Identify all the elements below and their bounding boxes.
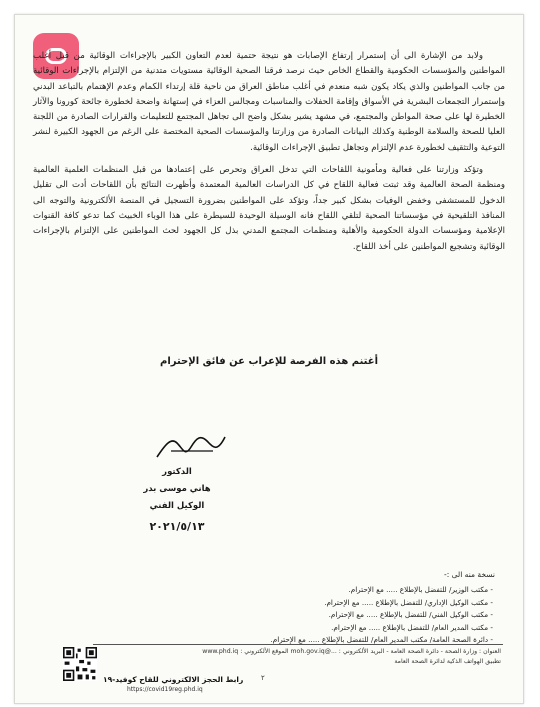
paragraph-2: وتؤكد وزارتنا على فعالية ومأمونية اللقاحات التي تدخل العراق وتحرص على إعتمادها من قبل المنظمات العلمية العالمية ومنظمة الصحة العالمية وقد ثبتت فعالية اللقاح في كل الدراسات العالمية المعتمدة وأظهرت النتائج بأن اللقاحات أدت الى تقليل الدخول للمستشفى وخفض الوفيات بشكل كبير جداً، وتؤكد على المواطنين بضرورة التسجيل في المنصة الألكترونية والتوجه الى المنافذ التلقيحية في مؤسساتنا الصحية لتلقي اللقاح فانه الوسيلة الوحيدة للسيطرة على هذا الوباء الخبيث كما تدعو كافة القنوات الإعلامية ومؤسسات الدولة الحكومية والأهلية ومنظمات المجتمع المدني بذل كل الجهود لحث المواطنين على الإلتزام بالإجراءات الوقائية وتشجيع المواطنين على أخذ اللقاح. bbox=[33, 165, 505, 252]
signatory-title: الدكتور bbox=[162, 467, 192, 477]
page-number: ٢ bbox=[261, 674, 265, 682]
copy-recipient: - مكتب المدير العام/ للتفضل بالإطلاع ..... مع الإحترام. bbox=[331, 622, 493, 632]
qr-caption: رابط الحجز الالكتروني للقاح كوفيد-١٩ bbox=[103, 675, 244, 684]
signatory-position: الوكيل الفني bbox=[149, 501, 205, 511]
closing-line: أغتنم هذه الفرصة للإعراب عن فائق الإحترام bbox=[159, 356, 378, 367]
copies-title: نسخة منه الى :- bbox=[444, 570, 495, 579]
footer-divider bbox=[93, 644, 503, 645]
copies-list bbox=[270, 584, 493, 647]
letter-body bbox=[33, 49, 505, 262]
copy-recipient: - مكتب الوكيل الإداري/ للتفضل بالإطلاع ..... مع الإحترام. bbox=[324, 597, 493, 607]
paragraph-1: ولابد من الإشارة الى أن إستمرار إرتفاع الإصابات هو نتيجة حتمية لعدم التعاون الكبير بالإجراءات الوقائية من قبل أغلب المواطنين والمؤسسات الحكومية والقطاع الخاص حيث نرصد فرقنا الصحية الوقائية مستويات متدنية من الإلتزام بالإجراءات الوقائية من جانب المواطنين والذي يكاد يكون شبه منعدم في أغلب مناطق العراق من ناحية قلة إرتداء الكمام وعدم الإهتمام بالتباعد البدني وإستمرار التجمعات البشرية في الأسواق وإقامة الحفلات والمناسبات ومجالس العزاء في إستهانة واضحة لخطورة جائحة كورونا والآثار الخطيرة لها على صحة المواطن والمجتمع، في مشهد يشير بشكل واضح الى تجاهل المجتمع للتعليمات والقرارات الصادرة من اللجنة العليا للصحة والسلامة الوطنية وكذلك البيانات الصادرة من وزارتنا والمؤسسات الصحية المختصة على الرغم من الجهود الكبيرة لنشر التوعية والتثقيف لخطورة عدم الإلتزام وتجاهل تطبيق الإجراءات الوقائية. bbox=[33, 51, 505, 153]
footer-address: العنوان : وزارة الصحة - دائرة الصحة العامة - البريد الألكتروني : ...@moh.gov.iq الموقع الألكتروني : www.phd.iq bbox=[202, 648, 501, 655]
signatory-name: هاني موسى بدر bbox=[143, 484, 211, 494]
copy-recipient: - مكتب الوزير/ للتفضل بالإطلاع ..... مع الإحترام. bbox=[348, 585, 493, 594]
qr-url[interactable]: https://covid19reg.phd.iq bbox=[127, 686, 203, 693]
qr-code-icon[interactable] bbox=[63, 647, 97, 681]
document-page bbox=[14, 14, 524, 704]
copy-recipient: - دائرة الصحة العامة/ مكتب المدير العام/ للتفضل بالإطلاع ..... مع الإحترام. bbox=[270, 635, 493, 644]
footer-app-note: تطبيق الهواتف الذكية لدائرة الصحة العامة bbox=[394, 658, 501, 665]
copy-recipient: - مكتب الوكيل الفني/ للتفضل بالإطلاع ..... مع الإحترام. bbox=[328, 610, 493, 619]
handwritten-signature bbox=[151, 427, 231, 467]
signature-date: ٢٠٢١/٥/١٣ bbox=[149, 520, 205, 533]
